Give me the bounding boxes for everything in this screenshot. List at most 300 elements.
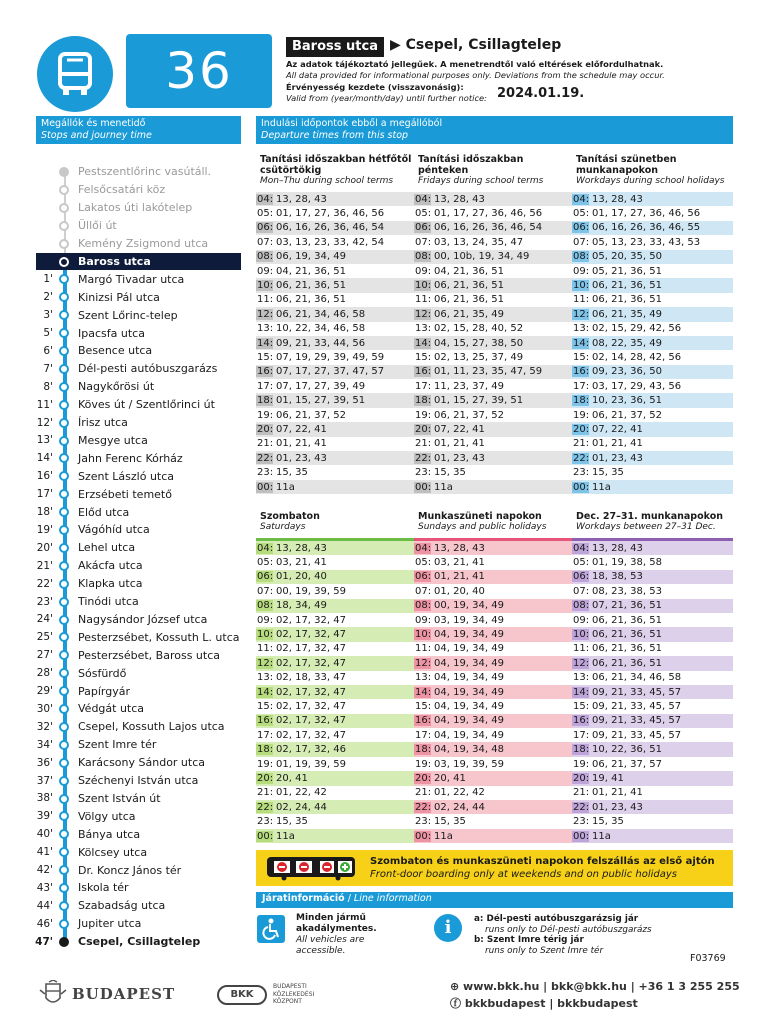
- timetable-row: [572, 599, 733, 613]
- hour: 16:: [257, 366, 274, 378]
- accessibility-en: All vehicles are accessible.: [296, 935, 365, 956]
- stop-dot-icon: [59, 704, 69, 714]
- minutes: 18, 34, 49: [276, 600, 327, 612]
- timetable-row: [256, 379, 414, 393]
- stop-travel-time: 3': [43, 309, 53, 322]
- minutes: 01, 23, 43: [276, 452, 327, 464]
- timetable-column: [572, 511, 733, 843]
- hour: 17:: [573, 380, 590, 392]
- departures-header-en: Departure times from this stop: [261, 130, 409, 141]
- stop-item: [0, 843, 240, 861]
- timetable-column: [414, 511, 572, 843]
- hour: 08:: [573, 600, 590, 612]
- stop-name: Üllői út: [78, 219, 117, 233]
- timetable-row: [414, 206, 572, 220]
- hour: 09:: [573, 614, 590, 626]
- minutes: 02, 15, 29, 42, 56: [592, 323, 682, 335]
- hour: 05:: [415, 208, 432, 220]
- hour: 17:: [415, 729, 432, 741]
- hour: 16:: [573, 715, 590, 727]
- timetable-title: Dec. 27–31. munkanapokon: [576, 511, 723, 522]
- stop-item: [0, 521, 240, 539]
- minutes: 02, 17, 32, 47: [276, 614, 346, 626]
- minutes: 07, 19, 29, 39, 49, 59: [276, 351, 385, 363]
- hour: 05:: [573, 557, 590, 569]
- minutes: 10, 23, 36, 51: [592, 395, 662, 407]
- valid-date: 2024.01.19.: [497, 86, 585, 101]
- stop-name: Ipacsfa utca: [78, 326, 145, 340]
- hour: 14:: [257, 686, 274, 698]
- stop-name: Lakatos úti lakótelep: [78, 201, 193, 215]
- minutes: 02, 17, 32, 47: [276, 700, 346, 712]
- timetable-row: [414, 570, 572, 584]
- stop-name: Baross utca: [78, 254, 151, 268]
- timetable-row: [256, 742, 414, 756]
- timetable-row: [256, 757, 414, 771]
- hour: 17:: [257, 729, 274, 741]
- stop-travel-time: 46': [36, 917, 53, 930]
- timetable-row: [572, 451, 733, 465]
- hour: 00:: [573, 830, 590, 842]
- stop-item: [0, 575, 240, 593]
- hour: 10:: [257, 280, 274, 292]
- hour: 13:: [573, 672, 590, 684]
- minutes: 00, 19, 34, 49: [434, 600, 504, 612]
- timetable-row: [414, 599, 572, 613]
- timetable-row: [572, 336, 733, 350]
- stop-name: Jahn Ferenc Kórház: [78, 451, 183, 465]
- stop-dot-icon: [59, 471, 69, 481]
- line-info-header: Járatinformáció / Line information: [256, 892, 733, 908]
- boarding-text: [370, 855, 715, 881]
- timetable-column: [414, 154, 572, 494]
- timetable-row: [414, 800, 572, 814]
- stop-item: [0, 646, 240, 664]
- minutes: 01, 22, 42: [434, 787, 485, 799]
- timetable-row: [414, 685, 572, 699]
- timetable-row: [572, 206, 733, 220]
- timetable-row: [256, 685, 414, 699]
- notice-hu: Az adatok tájékoztató jellegűek. A menetrendtől való eltérések előfordulhatnak.: [286, 59, 664, 69]
- hour: 06:: [257, 222, 274, 234]
- stop-travel-time: 42': [36, 864, 53, 877]
- hour: 07:: [415, 585, 432, 597]
- minutes: 08, 22, 35, 49: [592, 337, 662, 349]
- stop-travel-time: 22': [36, 577, 53, 590]
- stop-dot-icon: [59, 400, 69, 410]
- timetable-row: [256, 192, 414, 206]
- hour: 13:: [415, 323, 432, 335]
- hour: 15:: [415, 351, 432, 363]
- minutes: 06, 21, 37, 52: [276, 409, 346, 421]
- hour: 19:: [257, 409, 274, 421]
- footnotes: [474, 914, 652, 956]
- hour: 14:: [573, 337, 590, 349]
- contact-web[interactable]: www.bkk.hu | bkk@bkk.hu | +36 1 3 255 255: [463, 980, 740, 993]
- timetable-row: [572, 786, 733, 800]
- front-door-bus-icon: [266, 855, 358, 885]
- stop-name: Iskola tér: [78, 881, 129, 895]
- timetable-row: [256, 627, 414, 641]
- stop-dot-icon: [59, 579, 69, 589]
- hour: 06:: [257, 571, 274, 583]
- stop-name: Mesgye utca: [78, 433, 148, 447]
- stop-travel-time: 19': [36, 523, 53, 536]
- hour: 13:: [257, 323, 274, 335]
- stop-dot-icon: [59, 740, 69, 750]
- timetable-row: [414, 771, 572, 785]
- timetable-row: [572, 350, 733, 364]
- timetable-row: [414, 336, 572, 350]
- line-info-hu: Járatinformáció: [262, 893, 345, 904]
- timetable-row: [256, 221, 414, 235]
- hour: 23:: [573, 816, 590, 828]
- timetable-row: [414, 786, 572, 800]
- wheelchair-icon: [257, 915, 285, 943]
- stop-travel-time: 25': [36, 631, 53, 644]
- stop-item: [0, 897, 240, 915]
- timetable-row: [414, 757, 572, 771]
- timetable-row: [414, 829, 572, 843]
- info-icon: i: [434, 914, 462, 942]
- timetable-row: [256, 293, 414, 307]
- hour: 12:: [573, 657, 590, 669]
- minutes: 13, 28, 43: [434, 542, 485, 554]
- hour: 19:: [415, 758, 432, 770]
- stop-name: Csepel, Kossuth Lajos utca: [78, 720, 225, 734]
- accessibility-text: [296, 913, 416, 957]
- hour: 00:: [257, 481, 274, 493]
- contact-social[interactable]: bkkbudapest | bkkbudapest: [464, 997, 638, 1010]
- timetable-row: [572, 293, 733, 307]
- minutes: 06, 21, 37, 57: [592, 758, 662, 770]
- timetable-row: [414, 264, 572, 278]
- minutes: 02, 18, 33, 47: [276, 672, 346, 684]
- hour: 10:: [415, 629, 432, 641]
- timetable-row: [414, 480, 572, 494]
- timetable-row: [572, 656, 733, 670]
- timetable-row: [572, 235, 733, 249]
- timetable-row: [414, 728, 572, 742]
- timetable-title: Tanítási időszakban hétfőtől csütörtökig: [260, 154, 412, 176]
- stop-travel-time: 41': [36, 846, 53, 859]
- timetable-title: Szombaton: [260, 511, 320, 522]
- timetable-subtitle: Mon–Thu during school terms: [260, 176, 394, 186]
- minutes: 06, 21, 35, 49: [434, 308, 504, 320]
- minutes: 04, 19, 34, 49: [434, 686, 504, 698]
- stop-item: [0, 682, 240, 700]
- hour: 14:: [257, 337, 274, 349]
- minutes: 07, 22, 41: [276, 423, 327, 435]
- stop-dot-icon: [59, 561, 69, 571]
- timetable-row: [256, 235, 414, 249]
- hour: 11:: [573, 643, 590, 655]
- timetable-row: [572, 541, 733, 555]
- minutes: 05, 13, 23, 33, 43, 53: [592, 236, 701, 248]
- minutes: 00, 10b, 19, 34, 49: [434, 251, 530, 263]
- timetable-row: [414, 656, 572, 670]
- timetable-row: [572, 699, 733, 713]
- minutes: 11a: [592, 830, 611, 842]
- minutes: 20, 41: [276, 772, 308, 784]
- hour: 20:: [415, 772, 432, 784]
- stop-dot-icon: [59, 418, 69, 428]
- stop-dot-icon: [59, 865, 69, 875]
- hour: 23:: [573, 467, 590, 479]
- hour: 11:: [257, 294, 274, 306]
- hour: 22:: [257, 452, 274, 464]
- minutes: 06, 21, 36, 51: [592, 629, 662, 641]
- minutes: 11a: [276, 830, 295, 842]
- hour: 12:: [257, 657, 274, 669]
- minutes: 02, 17, 32, 47: [276, 729, 346, 741]
- minutes: 03, 17, 29, 43, 56: [592, 380, 682, 392]
- minutes: 04, 21, 36, 51: [276, 265, 346, 277]
- minutes: 04, 19, 34, 49: [434, 643, 504, 655]
- departures-header-hu: Indulási időpontok ebből a megállóból: [261, 118, 443, 129]
- stop-name: Völgy utca: [78, 809, 136, 823]
- timetable-row: [572, 642, 733, 656]
- stop-item: [0, 628, 240, 646]
- timetable-row: [572, 800, 733, 814]
- minutes: 06, 21, 37, 52: [592, 409, 662, 421]
- hour: 07:: [573, 236, 590, 248]
- stop-item: [0, 879, 240, 897]
- timetable-column: [256, 154, 414, 494]
- hour: 04:: [573, 542, 590, 554]
- stop-dot-icon: [59, 274, 69, 284]
- timetable-row: [414, 235, 572, 249]
- minutes: 02, 14, 28, 42, 56: [592, 351, 682, 363]
- timetable-row: [572, 480, 733, 494]
- stop-travel-time: 32': [36, 720, 53, 733]
- hour: 15:: [257, 700, 274, 712]
- destination-name: Csepel, Csillagtelep: [405, 37, 562, 53]
- minutes: 10, 22, 36, 51: [592, 744, 662, 756]
- timetable-row: [572, 814, 733, 828]
- timetable-row: [414, 278, 572, 292]
- timetable-row: [414, 307, 572, 321]
- stop-name: Szabadság utca: [78, 899, 166, 913]
- stop-item: [0, 378, 240, 396]
- hour: 14:: [573, 686, 590, 698]
- minutes: 13, 28, 43: [276, 193, 327, 205]
- minutes: 18, 38, 53: [592, 571, 643, 583]
- timetable-title: Munkaszüneti napokon: [418, 511, 542, 522]
- stop-item: [0, 181, 240, 199]
- hour: 20:: [415, 423, 432, 435]
- hour: 13:: [573, 323, 590, 335]
- minutes: 11, 23, 37, 49: [434, 380, 504, 392]
- minutes: 07, 17, 27, 39, 49: [276, 380, 366, 392]
- minutes: 04, 19, 34, 48: [434, 744, 504, 756]
- stop-item: [0, 485, 240, 503]
- stop-item: [0, 342, 240, 360]
- timetable-row: [414, 671, 572, 685]
- hour: 18:: [415, 395, 432, 407]
- hour: 20:: [257, 772, 274, 784]
- minutes: 03, 19, 39, 59: [434, 758, 504, 770]
- hour: 12:: [257, 308, 274, 320]
- hour: 09:: [573, 265, 590, 277]
- timetable-row: [256, 728, 414, 742]
- hour: 16:: [415, 715, 432, 727]
- minutes: 05, 21, 36, 51: [592, 265, 662, 277]
- hour: 14:: [415, 686, 432, 698]
- timetable-row: [256, 307, 414, 321]
- stop-name: Szent István út: [78, 791, 161, 805]
- timetable-column: [572, 154, 733, 494]
- timetable-row: [414, 714, 572, 728]
- minutes: 09, 21, 33, 45, 57: [592, 729, 682, 741]
- stop-travel-time: 37': [36, 774, 53, 787]
- minutes: 06, 21, 37, 52: [434, 409, 504, 421]
- hour: 07:: [257, 585, 274, 597]
- hour: 00:: [415, 830, 432, 842]
- minutes: 15, 35: [592, 816, 624, 828]
- minutes: 03, 21, 41: [276, 557, 327, 569]
- timetable-row: [414, 613, 572, 627]
- minutes: 06, 21, 36, 51: [434, 280, 504, 292]
- minutes: 06, 21, 36, 51: [434, 294, 504, 306]
- stop-travel-time: 11': [36, 398, 53, 411]
- timetable-row: [256, 599, 414, 613]
- stop-item: [0, 449, 240, 467]
- timetable-row: [572, 264, 733, 278]
- stop-item: [0, 557, 240, 575]
- stop-dot-icon: [59, 453, 69, 463]
- minutes: 13, 28, 43: [434, 193, 485, 205]
- minutes: 06, 21, 36, 51: [592, 294, 662, 306]
- stop-travel-time: 29': [36, 685, 53, 698]
- minutes: 06, 16, 26, 36, 46, 54: [276, 222, 385, 234]
- minutes: 01, 21, 41: [434, 438, 485, 450]
- hour: 18:: [573, 395, 590, 407]
- stop-item: [0, 807, 240, 825]
- destination: ▶ Csepel, Csillagtelep: [390, 37, 562, 53]
- minutes: 06, 19, 34, 49: [276, 251, 346, 263]
- stop-item: [0, 700, 240, 718]
- stop-item: [0, 288, 240, 306]
- stop-travel-time: 5': [43, 327, 53, 340]
- minutes: 06, 21, 36, 51: [276, 294, 346, 306]
- stop-dot-icon: [59, 436, 69, 446]
- timetable-row: [256, 437, 414, 451]
- hour: 04:: [415, 193, 432, 205]
- hour: 14:: [415, 337, 432, 349]
- minutes: 03, 19, 34, 49: [434, 614, 504, 626]
- minutes: 06, 21, 34, 46, 58: [592, 672, 682, 684]
- stop-dot-icon: [59, 382, 69, 392]
- stop-item: [0, 396, 240, 414]
- timetable-title: Tanítási szünetben munkanapokon: [576, 154, 677, 176]
- minutes: 13, 28, 43: [276, 542, 327, 554]
- hour: 16:: [573, 366, 590, 378]
- minutes: 02, 17, 32, 47: [276, 715, 346, 727]
- minutes: 01, 22, 42: [276, 787, 327, 799]
- minutes: 04, 21, 36, 51: [434, 265, 504, 277]
- minutes: 09, 21, 33, 44, 56: [276, 337, 366, 349]
- stop-name: Nagykőrösi út: [78, 380, 155, 394]
- minutes: 02, 17, 32, 47: [276, 657, 346, 669]
- hour: 15:: [573, 700, 590, 712]
- hour: 06:: [573, 222, 590, 234]
- timetable-row: [256, 465, 414, 479]
- timetable-row: [256, 451, 414, 465]
- stop-name: Védgát utca: [78, 702, 145, 716]
- stop-name: Írisz utca: [78, 416, 128, 430]
- timetable-row: [572, 613, 733, 627]
- stop-name: Csepel, Csillagtelep: [78, 935, 201, 949]
- timetable-row: [414, 584, 572, 598]
- minutes: 02, 24, 44: [276, 801, 327, 813]
- minutes: 08, 23, 38, 53: [592, 585, 662, 597]
- hour: 21:: [415, 438, 432, 450]
- stop-name: Dél-pesti autóbuszgarázs: [78, 362, 218, 376]
- stop-name: Sósfürdő: [78, 666, 127, 680]
- note-a-hu: a: Dél-pesti autóbuszgarázsig jár: [474, 914, 639, 924]
- stop-dot-icon: [59, 632, 69, 642]
- stop-name: Erzsébeti temető: [78, 487, 172, 501]
- timetable-row: [256, 714, 414, 728]
- stop-item: [0, 790, 240, 808]
- stop-travel-time: 20': [36, 541, 53, 554]
- hour: 08:: [573, 251, 590, 263]
- stop-dot-icon: [59, 829, 69, 839]
- timetable-row: [414, 350, 572, 364]
- timetable-row: [572, 307, 733, 321]
- current-stop-label: Baross utca: [286, 37, 384, 57]
- stop-item: [0, 467, 240, 485]
- timetable-row: [572, 221, 733, 235]
- minutes: 01, 11, 23, 35, 47, 59: [434, 366, 543, 378]
- hour: 20:: [573, 772, 590, 784]
- stop-name: Tinódi utca: [78, 595, 139, 609]
- minutes: 09, 21, 33, 45, 57: [592, 715, 682, 727]
- hour: 07:: [573, 585, 590, 597]
- minutes: 07, 17, 27, 37, 47, 57: [276, 366, 385, 378]
- stop-travel-time: 18': [36, 506, 53, 519]
- hour: 23:: [257, 467, 274, 479]
- timetable-row: [256, 365, 414, 379]
- hour: 07:: [415, 236, 432, 248]
- notice-en: All data provided for informational purposes only. Deviations from the schedule may occur.: [286, 70, 665, 80]
- valid-en: Valid from (year/month/day) until further notice:: [286, 93, 487, 103]
- stops-header-hu: Megállók és menetidő: [41, 118, 146, 129]
- hour: 17:: [257, 380, 274, 392]
- hour: 20:: [257, 423, 274, 435]
- stop-travel-time: 16': [36, 470, 53, 483]
- minutes: 01, 21, 41: [592, 438, 643, 450]
- minutes: 02, 17, 32, 46: [276, 744, 346, 756]
- hour: 08:: [415, 600, 432, 612]
- timetable-row: [572, 584, 733, 598]
- stop-dot-icon: [59, 668, 69, 678]
- timetable-row: [572, 685, 733, 699]
- timetable-subtitle: Saturdays: [260, 522, 306, 532]
- hour: 05:: [573, 208, 590, 220]
- hour: 22:: [573, 452, 590, 464]
- stop-dot-icon: [59, 185, 69, 195]
- stop-item: [0, 235, 240, 253]
- minutes: 03, 21, 41: [434, 557, 485, 569]
- stop-dot-icon: [59, 292, 69, 302]
- minutes: 01, 21, 41: [592, 787, 643, 799]
- stop-dot-icon: [59, 167, 69, 177]
- hour: 15:: [415, 700, 432, 712]
- minutes: 09, 23, 36, 50: [592, 366, 662, 378]
- stop-name: Pesterzsébet, Kossuth L. utca: [78, 630, 240, 644]
